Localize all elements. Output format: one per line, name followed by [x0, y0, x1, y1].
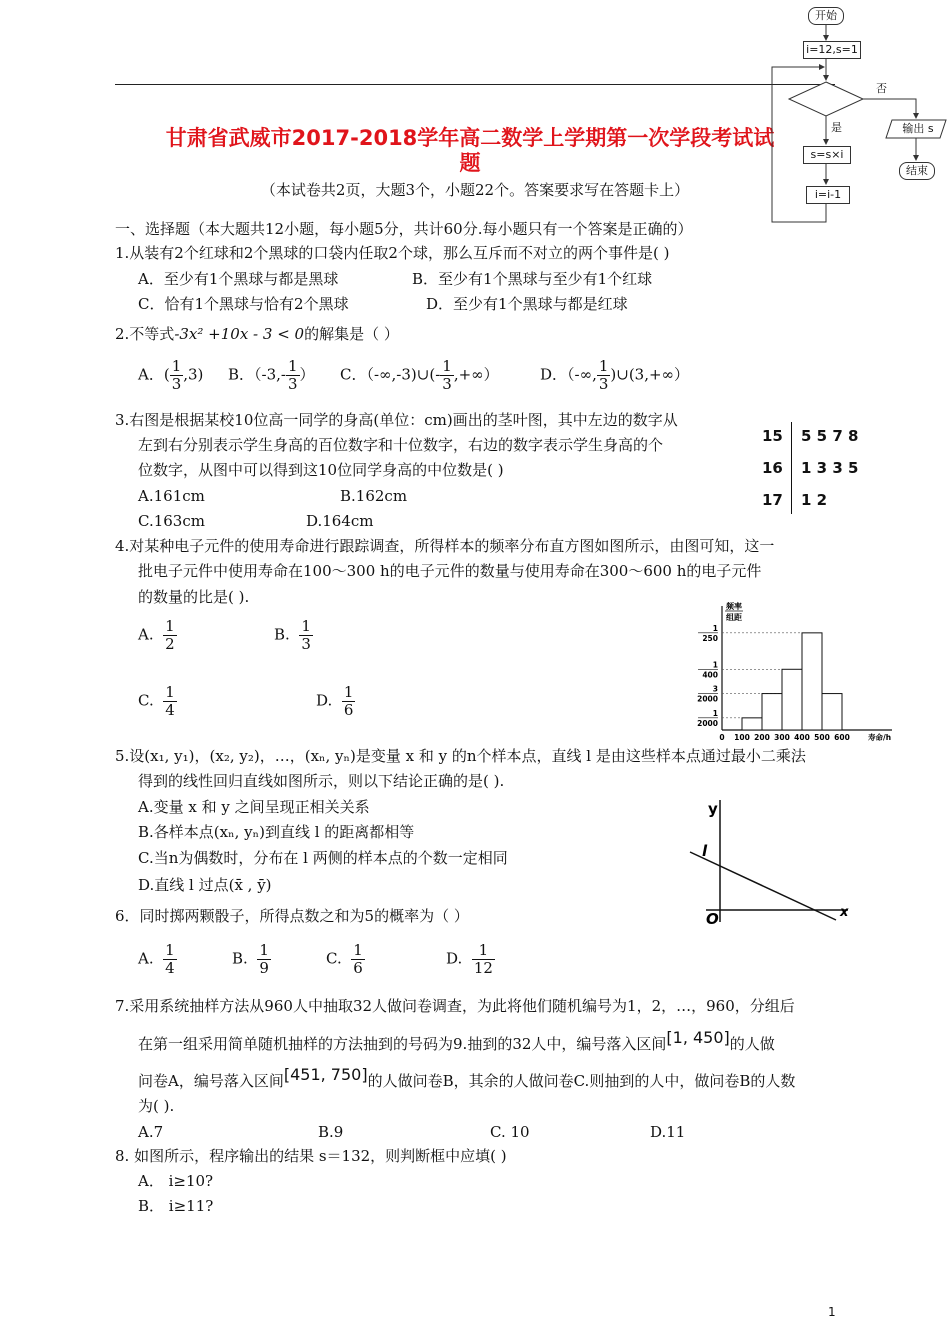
q2-option-a [138, 358, 203, 393]
q1-stem: 1.从装有2个红球和2个黑球的口袋内任取2个球，那么互斥而不对立的两个事件是( ) [115, 244, 670, 262]
flowchart-end: 结束 [899, 162, 935, 180]
q6-stem: 6．同时掷两颗骰子，所得点数之和为5的概率为（ ） [115, 907, 469, 925]
q4-b-label: B. [274, 625, 290, 644]
q2-stem-pre: 2.不等式 [115, 325, 175, 343]
q6-option-c [326, 942, 365, 977]
q7-option-a: A.7 [138, 1123, 164, 1141]
flowchart-no-label: 否 [876, 82, 887, 95]
q8-option-a: A． i≥10? [138, 1172, 214, 1190]
q2-a-label: A．( [138, 365, 170, 384]
q3-option-a: A.161cm [138, 487, 205, 505]
q2-c-frac: $\frac{1}{3}$ [442, 357, 452, 393]
q3-line2: 左到右分别表示学生身高的百位数字和十位数字，右边的数字表示学生身高的个 [138, 436, 664, 454]
hist-xtick-label: 500 [814, 733, 830, 742]
stem-leaf-divider [791, 422, 792, 514]
q4-line1: 4.对某种电子元件的使用寿命进行跟踪调查，所得样本的频率分布直方图如图所示，由图可知，这一 [115, 537, 775, 555]
hist-bar [782, 669, 802, 730]
q3-option-d: D.164cm [306, 512, 374, 530]
q7-line3-b: 的人做问卷B，其余的人做问卷C.则抽到的人中，做问卷B的人数 [367, 1072, 796, 1090]
q2-stem-post: 的解集是（ ） [304, 325, 399, 343]
q6-option-a [138, 942, 177, 977]
q1-option-a: A．至少有1个黑球与都是黑球 [138, 270, 339, 288]
q2-a-tail: ,3) [183, 365, 204, 384]
hist-bar [822, 694, 842, 730]
q2-b-tail: ） [299, 365, 315, 384]
q4-b-frac: $\frac{1}{3}$ [301, 617, 311, 653]
hist-xlabel: 寿命/h [868, 733, 892, 742]
q5-option-a: A.变量 x 和 y 之间呈现正相关关系 [138, 798, 370, 816]
q5-option-d: D.直线 l 过点(x̄ , ȳ) [138, 876, 272, 894]
hist-xtick-label: 600 [834, 733, 850, 742]
hist-ytick-den: 2000 [697, 694, 718, 704]
q6-option-b [232, 942, 271, 977]
q1-option-b: B．至少有1个黑球与至少有1个红球 [412, 270, 653, 288]
q7-line2-b: 的人做 [729, 1035, 775, 1053]
q2-option-d [540, 358, 689, 393]
q6-b-label: B. [232, 949, 248, 968]
q2-d-tail: )∪(3,+∞） [610, 365, 690, 384]
q6-a-label: A. [138, 949, 154, 968]
q5-line2: 得到的线性回归直线如图所示，则以下结论正确的是( ). [138, 772, 505, 790]
leaves-17: 1 2 [801, 491, 828, 509]
graph-line-label: l [702, 842, 708, 860]
graph-x-label: x [840, 905, 849, 920]
q1-option-c: C．恰有1个黑球与恰有2个黑球 [138, 295, 349, 313]
q4-a-frac: $\frac{1}{2}$ [165, 617, 175, 653]
q7-line3-a: 问卷A，编号落入区间 [138, 1072, 284, 1090]
hist-ytick-num: 1 [712, 623, 718, 633]
q7-option-b: B.9 [318, 1123, 344, 1141]
q2-d-frac: $\frac{1}{3}$ [598, 357, 609, 393]
q6-a-frac: $\frac{1}{4}$ [165, 941, 175, 977]
q4-option-c [138, 684, 177, 719]
q6-d-label: D. [446, 949, 463, 968]
q2-stem-expr: -3x² +10x - 3 < 0 [174, 325, 305, 343]
q2-c-label: C．（-∞,-3)∪(- [340, 365, 441, 384]
q7-interval2: [451, 750] [283, 1065, 368, 1084]
flowchart-multiply: s=s×i [803, 146, 851, 164]
q4-option-d [316, 684, 355, 719]
leaves-16: 1 3 3 5 [801, 459, 859, 477]
hist-ylabel-bot: 组距 [726, 613, 742, 622]
q7-line1: 7.采用系统抽样方法从960人中抽取32人做问卷调查，为此将他们随机编号为1，2，…，960，分组后 [115, 997, 795, 1015]
q7-option-c: C. 10 [490, 1123, 530, 1141]
hist-xtick-label: 100 [734, 733, 750, 742]
q2-option-b [228, 358, 315, 393]
hist-ytick-num: 1 [712, 708, 718, 718]
hist-bar [762, 694, 782, 730]
q5-option-c: C.当n为偶数时，分布在 l 两侧的样本点的个数一定相同 [138, 849, 508, 867]
page-number: 1 [828, 1305, 836, 1319]
q7-line2-a: 在第一组采用简单随机抽样的方法抽到的号码为9.抽到的32人中，编号落入区间 [138, 1035, 667, 1053]
hist-xtick-label: 400 [794, 733, 810, 742]
q2-d-label: D．（-∞, [540, 365, 597, 384]
hist-ytick-den: 250 [702, 633, 718, 643]
hist-ytick-den: 400 [702, 670, 718, 680]
stem-leaf-plot [760, 422, 870, 514]
hist-ylabel-top: 频率 [726, 602, 742, 611]
q4-d-frac: $\frac{1}{6}$ [343, 683, 354, 719]
q6-c-frac: $\frac{1}{6}$ [353, 941, 363, 977]
q6-d-frac: $\frac{1}{12}$ [473, 941, 493, 977]
q2-stem [115, 324, 399, 344]
page-title-cont: 题 [459, 151, 481, 175]
q4-c-label: C. [138, 691, 154, 710]
q6-b-frac: $\frac{1}{9}$ [259, 941, 269, 977]
q2-b-label: B．（-3,- [228, 365, 286, 384]
q3-line1: 3.右图是根据某校10位高一同学的身高(单位：cm)画出的茎叶图，其中左边的数字从 [115, 411, 678, 429]
flowchart-decision [789, 82, 863, 116]
flowchart-output: 输出 s [902, 122, 934, 135]
page-title: 甘肃省武威市2017-2018学年高二数学上学期第一次学段考试试 [165, 126, 775, 150]
q8-option-b: B． i≥11? [138, 1197, 214, 1215]
q4-c-frac: $\frac{1}{4}$ [165, 683, 175, 719]
q7-line3 [138, 1065, 796, 1091]
flowchart-start: 开始 [808, 7, 844, 25]
q4-option-b [274, 618, 313, 653]
hist-xtick-label: 200 [754, 733, 770, 742]
hist-ytick-den: 2000 [697, 718, 718, 728]
q4-a-label: A. [138, 625, 154, 644]
q2-a-frac: $\frac{1}{3}$ [171, 357, 182, 393]
q1-option-d: D．至少有1个黑球与都是红球 [426, 295, 628, 313]
q7-interval1: [1, 450] [666, 1028, 730, 1047]
graph-y-label: y [708, 800, 718, 818]
flowchart-yes-label: 是 [831, 121, 842, 134]
q3-option-c: C.163cm [138, 512, 205, 530]
q4-line3: 的数量的比是( ). [138, 588, 250, 606]
stem-17: 17 [762, 491, 783, 509]
hist-bar [802, 633, 822, 730]
hist-ytick-num: 3 [712, 684, 718, 694]
hist-bar [742, 718, 762, 730]
hist-xtick-label: 300 [774, 733, 790, 742]
q7-option-d: D.11 [650, 1123, 686, 1141]
graph-origin-label: O [706, 910, 719, 928]
subtitle: （本试卷共2页，大题3个，小题22个。答案要求写在答题卡上） [260, 181, 690, 199]
regression-graph [686, 792, 856, 928]
q6-option-d [446, 942, 495, 977]
q3-option-b: B.162cm [340, 487, 408, 505]
header-rule [115, 84, 835, 85]
q3-line3: 位数字，从图中可以得到这10位同学身高的中位数是( ) [138, 461, 504, 479]
q2-c-tail: ,+∞） [453, 365, 499, 384]
q2-b-frac: $\frac{1}{3}$ [287, 357, 298, 393]
section-heading: 一、选择题（本大题共12小题，每小题5分，共计60分.每小题只有一个答案是正确的） [115, 220, 693, 238]
q8-stem: 8. 如图所示，程序输出的结果 s＝132，则判断框中应填( ) [115, 1147, 507, 1165]
q7-line2 [138, 1028, 775, 1054]
q7-line4: 为( ). [138, 1097, 175, 1115]
flowchart-decrement: i=i-1 [806, 186, 850, 204]
q5-option-b: B.各样本点(xₙ, yₙ)到直线 l 的距离都相等 [138, 823, 415, 841]
stem-15: 15 [762, 427, 783, 445]
hist-xtick-label: 0 [719, 733, 725, 742]
q2-option-c [340, 358, 499, 393]
q4-option-a [138, 618, 177, 653]
leaves-15: 5 5 7 8 [801, 427, 859, 445]
frequency-histogram [688, 598, 900, 746]
q4-d-label: D. [316, 691, 333, 710]
stem-16: 16 [762, 459, 783, 477]
q4-line2: 批电子元件中使用寿命在100～300 h的电子元件的数量与使用寿命在300～600 h的电子元件 [138, 562, 762, 580]
flowchart-init: i=12,s=1 [803, 41, 861, 59]
q5-line1: 5.设(x₁, y₁)，(x₂, y₂)，…，(xₙ, yₙ)是变量 x 和 y 的n个样本点，直线 l 是由这些样本点通过最小二乘法 [115, 747, 806, 765]
flowchart-lines [760, 0, 950, 240]
hist-ytick-num: 1 [712, 660, 718, 670]
q6-c-label: C. [326, 949, 342, 968]
